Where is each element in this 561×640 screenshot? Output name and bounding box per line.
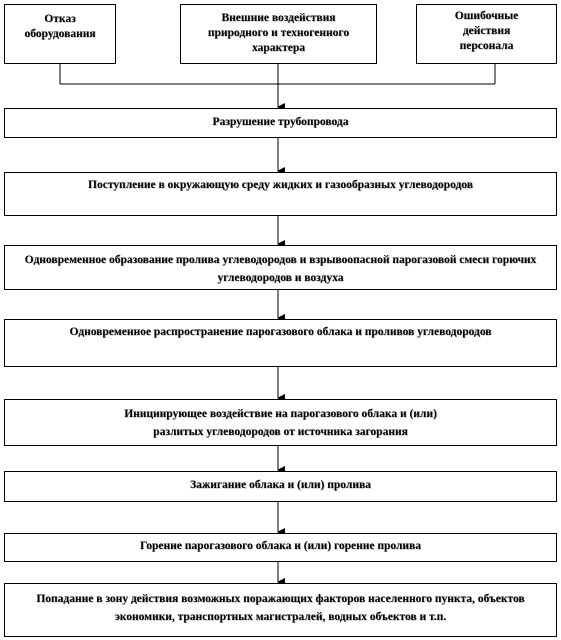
step-spill-and-vapor-formation [4,245,557,290]
step-spill-and-vapor-formation-label: Одновременное образование пролива углеводородов и взрывоопасной парогазовой смеси горючих углеводородов и воздуха [24,254,537,284]
cause-personnel-errors [416,4,557,64]
cause-equipment-failure-label: Отказ оборудования [24,13,96,40]
step-exposure-to-damage-factors [4,583,557,637]
step-cloud-ignition [4,471,557,502]
step-cloud-and-spill-spread [4,319,557,367]
cause-external-impacts [180,4,377,64]
cause-external-impacts-label: Внешние воздействия природного и техногенного характера [207,12,350,54]
step-hydrocarbon-release-label: Поступление в окружающую среду жидких и газообразных углеводородов [88,179,473,191]
cause-equipment-failure [4,4,116,64]
step-hydrocarbon-release [4,172,557,216]
step-exposure-to-damage-factors-label: Попадание в зону действия возможных поражающих факторов населенного пункта, объектов экономики, транспортных магистралей, водных объектов и т.п. [36,593,525,623]
step-ignition-source-impact-label: Инициирующее воздействие на парогазового облака и (или) разлитых углеводородов от источника загорания [124,408,437,438]
step-combustion-label: Горение парогазового облака и (или) горение пролива [139,540,422,552]
step-ignition-source-impact [4,399,557,446]
step-cloud-and-spill-spread-label: Одновременное распространение парогазового облака и проливов углеводородов [69,326,492,338]
step-pipeline-rupture-label: Разрушение трубопровода [212,116,349,128]
step-pipeline-rupture [4,108,557,138]
step-cloud-ignition-label: Зажигание облака и (или) пролива [190,479,371,491]
cause-personnel-errors-label: Ошибочные действия персонала [454,10,519,52]
step-combustion [4,533,557,562]
